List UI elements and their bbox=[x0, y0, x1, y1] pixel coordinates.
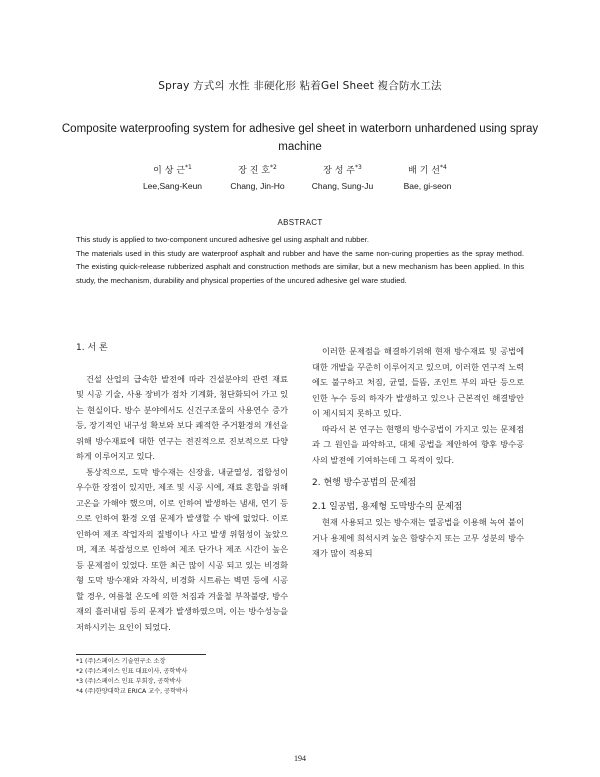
section-2-heading: 2. 현행 방수공법의 문제점 bbox=[312, 478, 417, 488]
abstract-paragraph: This study is applied to two-component uncured adhesive gel using asphalt and rubber. bbox=[76, 235, 369, 244]
right-column bbox=[312, 344, 524, 562]
author-3-english: Chang, Sung-Ju bbox=[311, 181, 374, 191]
left-column bbox=[76, 341, 288, 635]
abstract-heading: ABSTRACT bbox=[277, 218, 323, 227]
author-3-korean: 장 성 주$^{*3}$ bbox=[323, 164, 362, 176]
body-paragraph: 통상적으로, 도막 방수재는 신장율, 내균열성, 접합성이 우수한 장점이 있지만, 제조 및 시공 시에, 재료 혼합을 위해 고온을 가해야 했으며, 이로 인하여 발생하는 냄새, 연기 등으로 인하여 환경 오염 문제가 발생할 수 밖에 없었다. 이로 인하여 제조 작업자의 질병이나 사고 발생 위험성이 높았으며, 제조 복잡성으로 인하여 제조 단가나 제조 시간이 높은 등 문제점이 있었다. 또한 최근 많이 시공 되고 있는 비경화형 도막 방수재와 자착식, 비경화 시트류는 벽면 등에 시공할 경우, 여름철 온도에 의한 처짐과 겨울철 부착불량, 방수재의 흘러내림 등의 문제가 발생하였으며, 이는 방수성능을 저하시키는 요인이 되었다. bbox=[76, 466, 288, 632]
abstract-paragraph: The materials used in this study are waterproof asphalt and rubber and have the same non-curing properties as the spray method. The existing quick-release rubberized asphalt and construction methods are similar, but a new mechanism has been applied. In this study, the mechanism, durability and physical properties of the uncured adhesive gel ware studied. bbox=[76, 248, 524, 285]
body-paragraph: 따라서 본 연구는 현행의 방수공법이 가지고 있는 문제점과 그 원인을 파악하고, 대체 공법을 제안하여 향후 방수공사의 발전에 기여하는데 그 목적이 있다. bbox=[312, 423, 524, 465]
paper-title-english: Composite waterproofing system for adhesive gel sheet in waterborn unhardened using spray machine bbox=[61, 123, 539, 153]
footnote: *4 (주)한양대학교 ERICA 교수, 공학박사 bbox=[76, 688, 189, 695]
author-4-korean: 배 기 선$^{*4}$ bbox=[408, 164, 447, 176]
subsection-2-1-heading: 2.1 일공법, 용제형 도막방수의 문제점 bbox=[312, 501, 463, 512]
paper-title-korean: Spray 方式의 水性 非硬化形 粘着Gel Sheet 複合防水工法 bbox=[158, 80, 442, 92]
footnote: *2 (주)스페이스 인표 대표이사, 공학박사 bbox=[76, 668, 188, 675]
author-names-english bbox=[130, 181, 470, 191]
page-number: 194 bbox=[294, 754, 306, 763]
author-1-english: Lee,Sang-Keun bbox=[142, 181, 203, 191]
body-paragraph: 현재 사용되고 있는 방수재는 열공법을 이용해 녹여 붙이거나 용제에 희석시켜 높은 함량수지 또는 고무 성분의 방수재가 많이 적용되 bbox=[312, 517, 524, 558]
author-names-korean bbox=[130, 163, 470, 176]
author-2-korean: 장 진 호$^{*2}$ bbox=[238, 164, 277, 176]
section-1-heading: 1. 서 론 bbox=[76, 343, 108, 353]
footnote-divider bbox=[76, 654, 206, 655]
body-paragraph: 건설 산업의 급속한 발전에 따라 건설분야의 관련 재료 및 시공 기술, 사용 장비가 점차 기계화, 첨단화되어 가고 있는 현실이다. 방수 분야에서도 신건구조물의 사용연수 증가 등, 장기적인 내구성 확보와 보다 쾌적한 주거환경의 개선을 위해 방수재료에 대한 연구는 전진적으로 진보적으로 다양하게 이루어지고 있다. bbox=[76, 373, 288, 461]
author-2-english: Chang, Jin-Ho bbox=[230, 181, 285, 191]
abstract-body bbox=[76, 233, 524, 287]
footnote: *3 (주)스페이스 인표 부회장, 공학박사 bbox=[76, 678, 182, 685]
author-4-english: Bae, gi-seon bbox=[403, 181, 452, 191]
author-block bbox=[130, 163, 470, 191]
footnotes bbox=[76, 657, 188, 697]
footnote: *1 (주)스페이스 기술연구소 소장 bbox=[76, 658, 166, 665]
author-1-korean: 이 상 근$^{*1}$ bbox=[153, 164, 192, 176]
body-paragraph: 이러한 문제점을 해결하기위해 현재 방수재료 및 공법에 대한 개발을 꾸준히 이루어지고 있으며, 이러한 연구적 노력에도 불구하고 처짐, 균열, 들뜸, 조인트 부의 파단 등으로 인한 누수 등의 하자가 발생하고 있으나 근본적인 해결방안이 제시되지 못하고 있다. bbox=[312, 346, 524, 418]
